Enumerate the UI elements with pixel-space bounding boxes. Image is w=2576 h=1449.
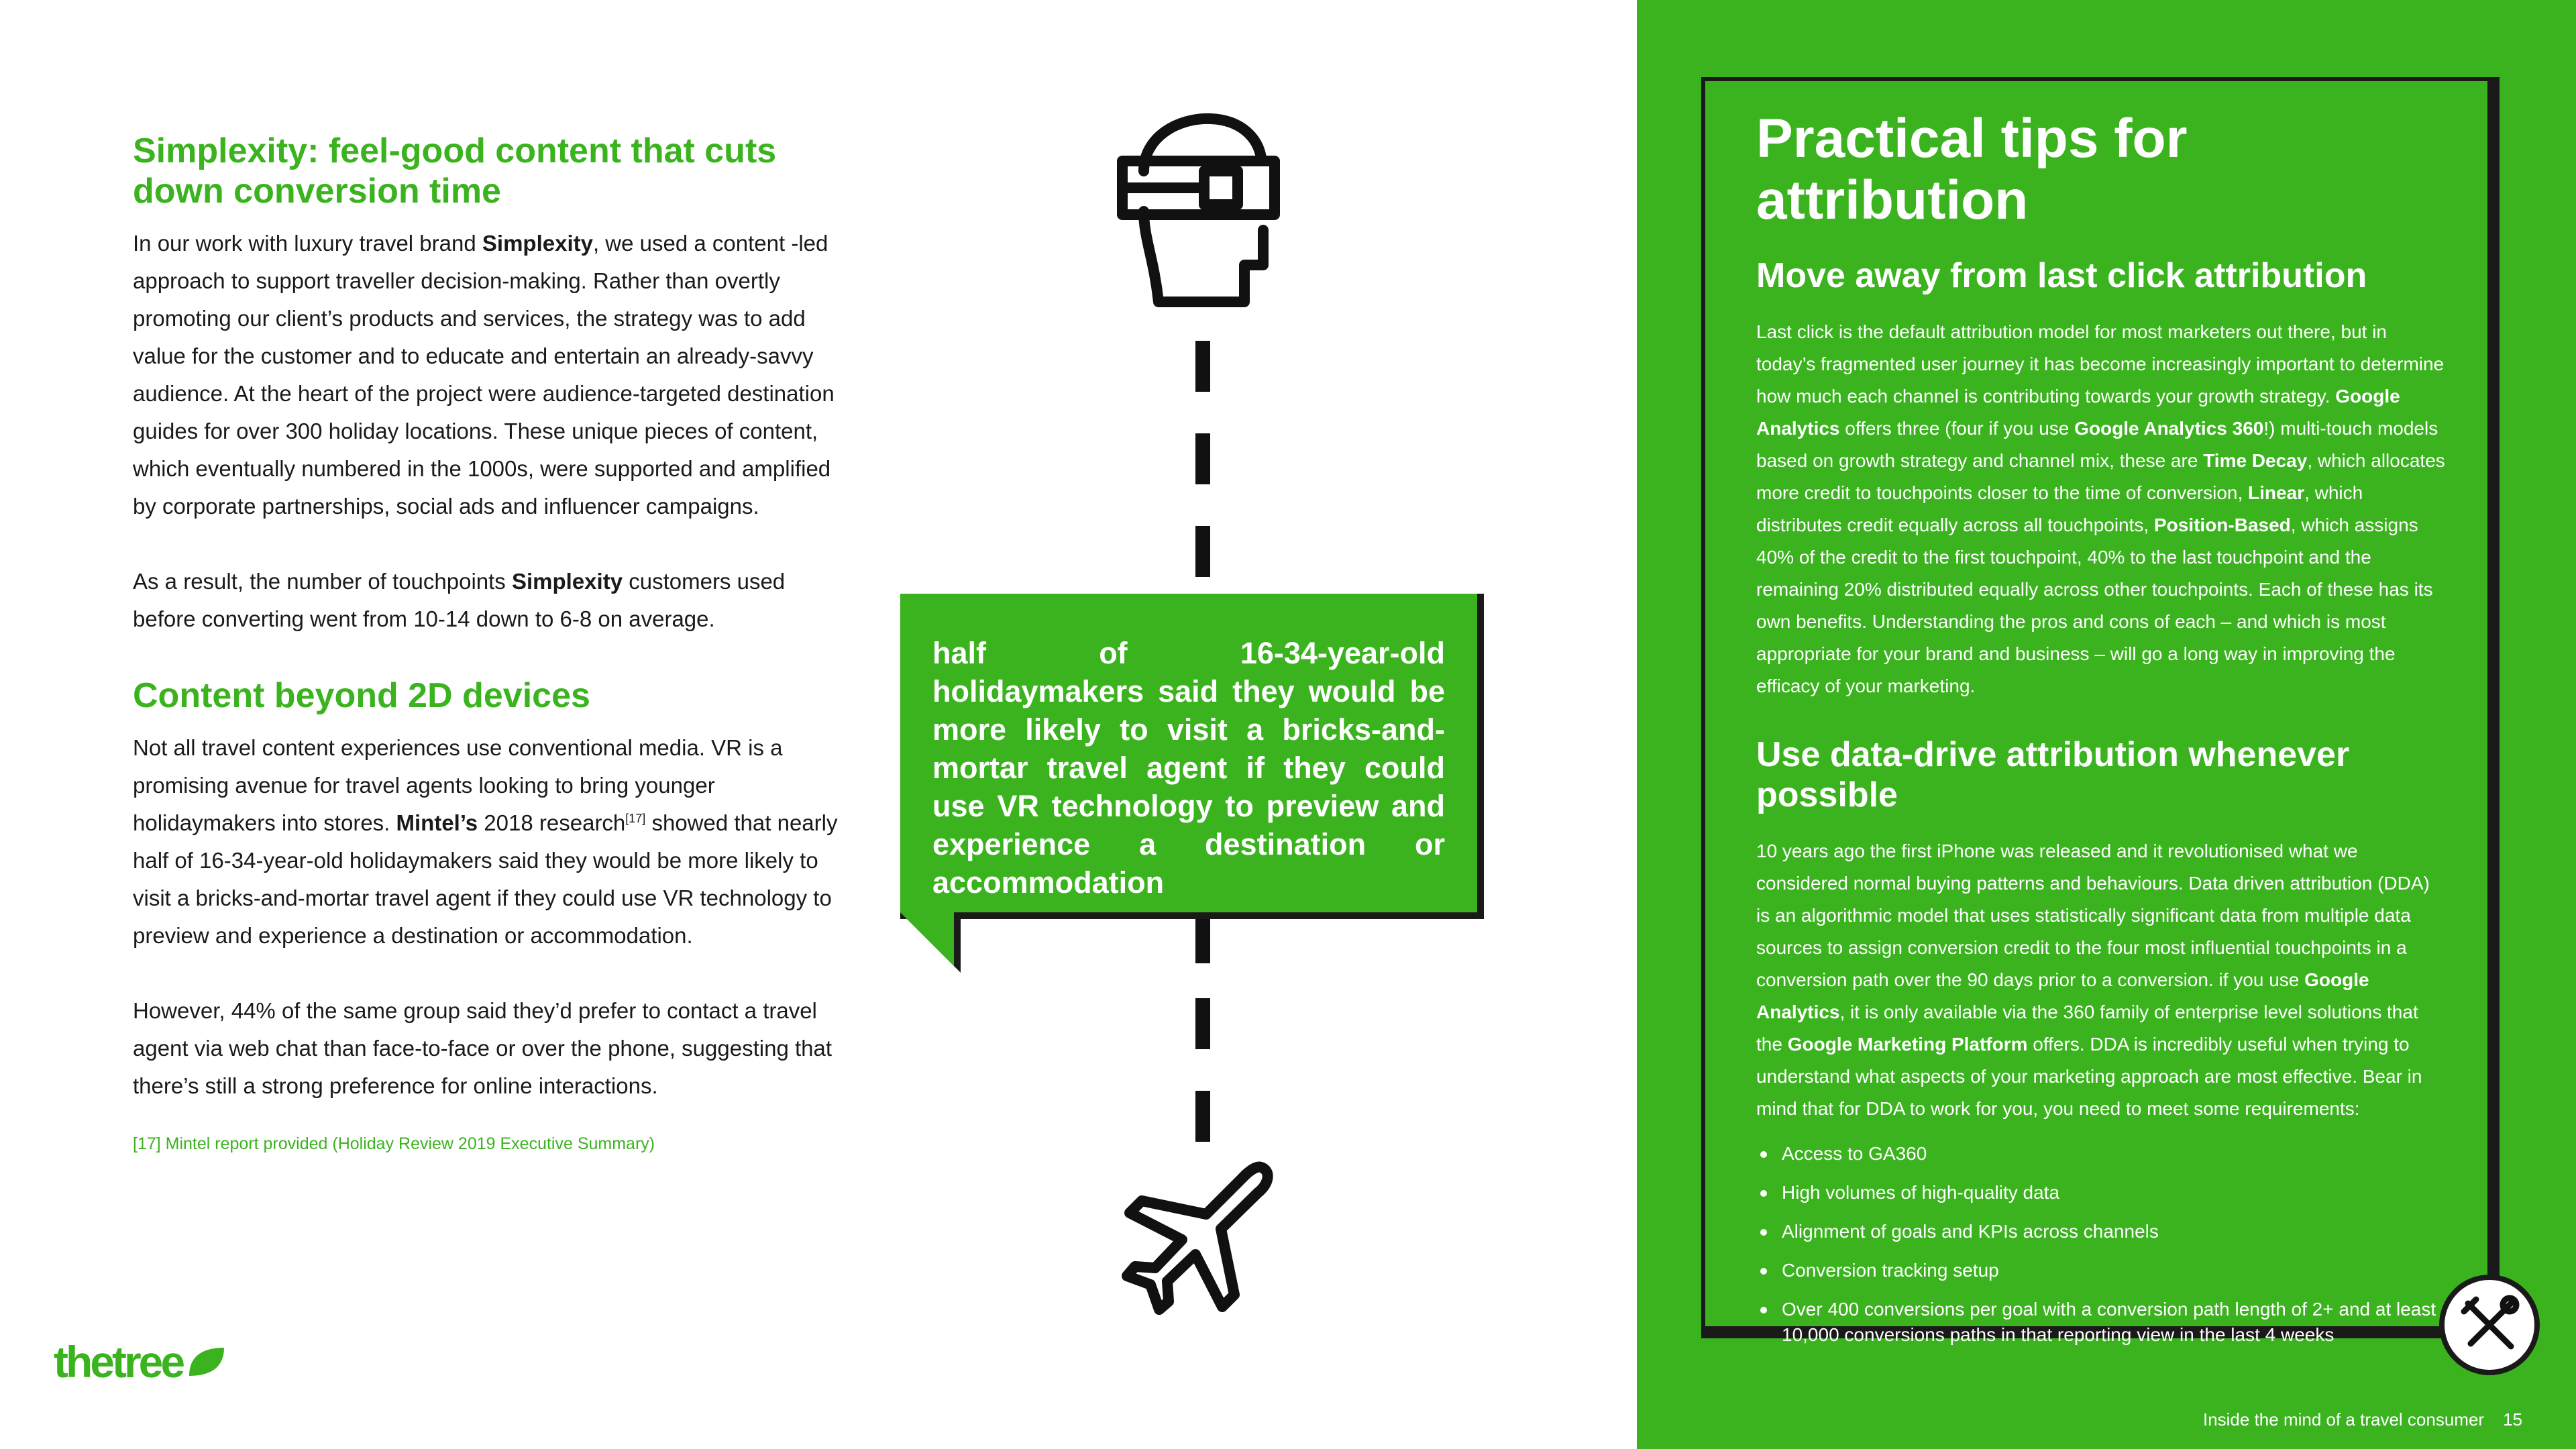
brand-name: Simplexity	[482, 231, 593, 256]
tools-icon	[2456, 1291, 2523, 1358]
list-item: High volumes of high-quality data	[1756, 1180, 2447, 1205]
paragraph-simplexity-intro	[133, 225, 844, 525]
text-run: , we used a content -led approach to support traveller decision-making. Rather than overtly promoting our client’s products and services, the strategy was to add value for the customer and to educate and entertain an already-savvy audience. At the heart of the project were audience-targeted destination guides for over 300 holiday locations. These unique pieces of content, which eventually numbered in the 1000s, were supported and amplified by corporate partnerships, social ads and influencer campaigns.	[133, 231, 835, 519]
text-run: Last click is the default attribution model for most marketers out there, but in today’s fragmented user journey it has become increasingly important to determine how much each channel is contributing towards your growth strategy.	[1756, 321, 2445, 407]
section-heading-2d-devices: Content beyond 2D devices	[133, 676, 590, 715]
text-run: Not all travel content experiences use conventional media. VR is a promising avenue for travel agents looking to bring younger holidaymakers into stores.	[133, 735, 783, 835]
brand-name: Simplexity	[511, 569, 623, 594]
tips-paragraph-last-click	[1756, 316, 2447, 702]
footnote-reference[interactable]: [17]	[625, 812, 646, 825]
left-column	[133, 131, 844, 1156]
page-footer	[2203, 1409, 2522, 1430]
bold-term: Google Analytics	[1756, 969, 2369, 1022]
text-run: !) multi-touch models based on growth strategy and channel mix, these are	[1756, 418, 2438, 471]
list-item: Over 400 conversions per goal with a conversion path length of 2+ and at least 10,000 conversions paths in that reporting view in the last 4 weeks	[1756, 1297, 2447, 1348]
tips-paragraph-dda	[1756, 835, 2447, 1125]
text-run: showed that nearly half of 16-34-year-old holidaymakers said they would be more likely to visit a bricks-and-mortar travel agent if they could use VR technology to preview and experience a destination or accommodation.	[133, 810, 838, 948]
bold-term: Position-Based	[2153, 515, 2291, 535]
bold-term: Google Analytics	[1756, 386, 2400, 439]
text-run: 2018 research	[478, 810, 626, 835]
text-run: , which allocates more credit to touchpoints closer to the time of conversion,	[1756, 450, 2445, 503]
requirements-list	[1756, 1141, 2447, 1348]
text-run: offers. DDA is incredibly useful when trying to understand what aspects of your marketing approach are most effective. Bear in mind that for DDA to work for you, you need to meet some requirements:	[1756, 1034, 2422, 1119]
list-item: Alignment of goals and KPIs across channels	[1756, 1219, 2447, 1244]
text-run: , it is only available via the 360 family of enterprise level solutions that the	[1756, 1002, 2418, 1055]
leaf-icon	[186, 1345, 227, 1379]
dash-segment	[1195, 526, 1210, 577]
text-run: As a result, the number of touchpoints	[133, 569, 512, 594]
paragraph-simplexity-result	[133, 563, 844, 638]
vr-headset-icon	[1104, 111, 1291, 312]
paragraph-web-chat: However, 44% of the same group said they’d prefer to contact a travel agent via web chat than face-to-face or over the phone, suggesting that there’s still a strong preference for online interactions.	[133, 998, 833, 1098]
text-run: , which distributes credit equally across all touchpoints,	[1756, 482, 2363, 535]
text-run: In our work with luxury travel brand	[133, 231, 482, 256]
tips-subheading-dda: Use data-drive attribution whenever possible	[1756, 735, 2350, 814]
paragraph-vr	[133, 729, 844, 955]
tips-box	[1701, 77, 2491, 1345]
brand-name: Mintel’s	[396, 810, 478, 835]
text-run: , which assigns 40% of the credit to the first touchpoint, 40% to the last touchpoint and the remaining 20% distributed equally across other touchpoints. Each of these has its own benefits. Understanding the pros and cons of each – and which is most appropriate for your brand and business – will go a long way in improving the efficacy of your marketing.	[1756, 515, 2433, 696]
section-heading-simplexity: Simplexity: feel-good content that cuts down conversion time	[133, 131, 777, 211]
bold-term: Google Analytics 360	[2074, 418, 2264, 439]
footer-caption: Inside the mind of a travel consumer	[2202, 1409, 2485, 1430]
tools-badge	[2439, 1275, 2540, 1375]
tips-subheading-last-click: Move away from last click attribution	[1756, 256, 2367, 295]
tips-title: Practical tips for attribution	[1756, 108, 2188, 231]
page-number: 15	[2503, 1409, 2522, 1430]
callout-tail	[900, 912, 961, 973]
callout-text: half of 16-34-year-old holidaymakers said they would be more likely to visit a bricks-and-mortar travel agent if they could use VR technology to preview and experience a destination or accommodation	[932, 636, 1445, 900]
stat-callout	[900, 594, 1484, 919]
footnote: [17] Mintel report provided (Holiday Review 2019 Executive Summary)	[133, 1134, 655, 1153]
text-run: customers used before converting went from 10-14 down to 6-8 on average.	[133, 569, 786, 631]
bold-term: Google Marketing Platform	[1787, 1034, 2028, 1055]
logo-text: thetree	[54, 1337, 183, 1387]
bold-term: Time Decay	[2203, 450, 2308, 471]
dash-segment	[1195, 341, 1210, 392]
list-item: Conversion tracking setup	[1756, 1258, 2447, 1283]
text-run: 10 years ago the first iPhone was released and it revolutionised what we considered normal buying patterns and behaviours. Data driven attribution (DDA) is an algorithmic model that uses statistically significant data from multiple data sources to assign conversion credit to the four most influential touchpoints in a conversion path over the 90 days prior to a conversion. if you use	[1756, 841, 2430, 990]
brand-logo	[54, 1335, 227, 1389]
dash-segment	[1195, 1091, 1210, 1142]
text-run: offers three (four if you use	[1839, 418, 2075, 439]
dash-segment	[1195, 433, 1210, 484]
airplane-icon	[1120, 1154, 1281, 1315]
bold-term: Linear	[2248, 482, 2305, 503]
dash-segment	[1195, 998, 1210, 1049]
dash-segment	[1195, 919, 1210, 963]
list-item: Access to GA360	[1756, 1141, 2447, 1167]
